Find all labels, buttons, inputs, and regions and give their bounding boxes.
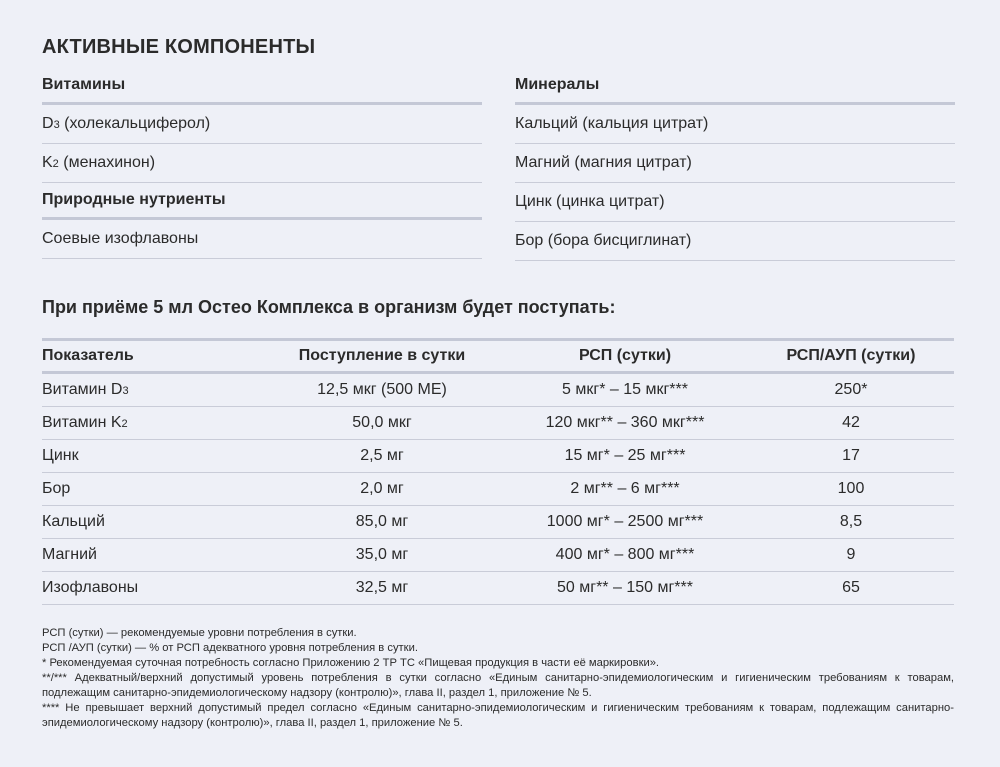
header-rsp: РСП (сутки) (578, 347, 672, 364)
footnote: РСП /АУП (сутки) — % от РСП адекватного уровня потребления в сутки. (42, 642, 418, 654)
mineral-item: Кальций (кальция цитрат) (515, 105, 955, 144)
mineral-item: Цинк (цинка цитрат) (515, 183, 955, 222)
table-header (42, 338, 954, 374)
nutrients-title: Природные нутриенты (42, 189, 482, 220)
table-row: Бор 2,0 мг 2 мг** – 6 мг*** 100 (42, 473, 954, 506)
mineral-item: Магний (магния цитрат) (515, 144, 955, 183)
isoflavones-item: Соевые изофлавоны (42, 220, 482, 259)
intake-title: При приёме 5 мл Остео Комплекса в организм будет поступать: (42, 297, 616, 317)
minerals-title: Минералы (515, 74, 955, 105)
vitamin-d3-item: D3 (холекальциферол) (42, 105, 482, 144)
table-row: Изофлавоны 32,5 мг 50 мг** – 150 мг*** 65 (42, 572, 954, 605)
vitamin-k2-item: K2 (менахинон) (42, 144, 482, 183)
page-title: АКТИВНЫЕ КОМПОНЕНТЫ (42, 36, 316, 58)
left-column (42, 74, 482, 259)
footnote: РСП (сутки) — рекомендуемые уровни потребления в сутки. (42, 627, 357, 639)
footnote: **/*** Адекватный/верхний допустимый уровень потребления в сутки согласно «Единым санитарно-эпидемиологическим и гигиеническим требованиям к товарам, подлежащим санитарно-эпидемиологическому надзору (контролю)», глава II, раздел 1, приложение № 5. (42, 672, 954, 699)
table-row: Кальций 85,0 мг 1000 мг* – 2500 мг*** 8,5 (42, 506, 954, 539)
table-row: Витамин K2 50,0 мкг 120 мкг** – 360 мкг*** 42 (42, 407, 954, 440)
vitamins-title: Витамины (42, 74, 482, 105)
table-row: Магний 35,0 мг 400 мг* – 800 мг*** 9 (42, 539, 954, 572)
table-row: Витамин D3 12,5 мкг (500 МЕ) 5 мкг* – 15 мкг*** 250* (42, 374, 954, 407)
mineral-item: Бор (бора бисциглинат) (515, 222, 955, 261)
footnotes (42, 626, 954, 731)
header-intake: Поступление в сутки (298, 347, 466, 364)
header-indicator: Показатель (42, 347, 134, 364)
table-row: Цинк 2,5 мг 15 мг* – 25 мг*** 17 (42, 440, 954, 473)
footnote: * Рекомендуемая суточная потребность согласно Приложению 2 ТР ТС «Пищевая продукция в части её маркировки». (42, 657, 660, 669)
intake-table (42, 338, 954, 605)
footnote: **** Не превышает верхний допустимый предел согласно «Единым санитарно-эпидемиологическим и гигиеническим требованиям к товарам, подлежащим санитарно-эпидемиологическому надзору (контролю)», глава II, раздел 1, приложение № 5. (42, 702, 954, 729)
header-rsp-percent: РСП/АУП (сутки) (786, 347, 916, 364)
right-column (515, 74, 955, 261)
